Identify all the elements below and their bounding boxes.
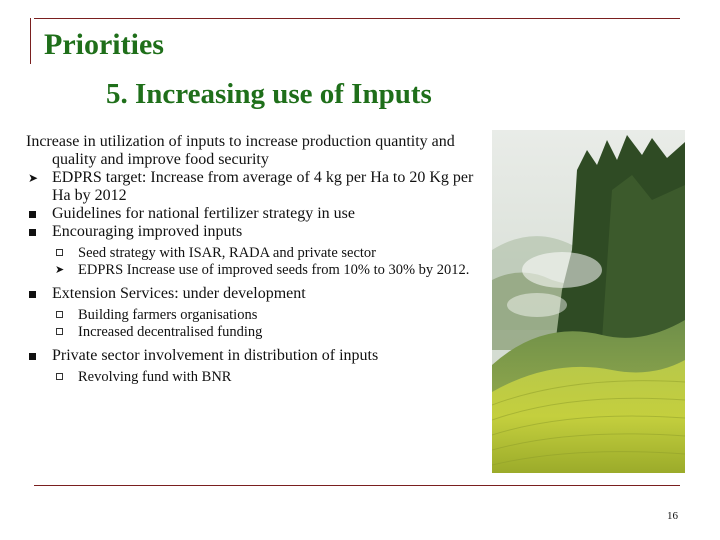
hollow-square-bullet-icon	[56, 328, 63, 335]
square-bullet-icon	[29, 229, 36, 236]
sub-item-revolving-fund	[26, 369, 481, 386]
square-bullet-icon	[29, 211, 36, 218]
sub-item-seed-strategy	[26, 245, 481, 262]
frame-bottom-rule	[34, 485, 680, 486]
list-item-fertilizer-guidelines	[26, 205, 481, 223]
arrow-bullet-icon: ➤	[55, 264, 65, 276]
slide-body	[26, 133, 481, 386]
arrow-bullet-icon: ➤	[28, 171, 39, 185]
sub-item-text: Revolving fund with BNR	[78, 369, 232, 385]
sub-item-text: EDPRS Increase use of improved seeds from 10% to 30% by 2012.	[78, 262, 470, 278]
list-item-text: EDPRS target: Increase from average of 4 kg per Ha to 20 Kg per Ha by 2012	[52, 169, 474, 204]
hollow-square-bullet-icon	[56, 311, 63, 318]
hollow-square-bullet-icon	[56, 373, 63, 380]
list-item-edprs-target	[26, 169, 481, 205]
frame-top-rule	[34, 18, 680, 19]
slide-subtitle: 5. Increasing use of Inputs	[106, 78, 432, 110]
sub-item-farmers-organisations	[26, 307, 481, 324]
sub-item-improved-seeds	[26, 262, 481, 279]
list-item-extension-services	[26, 285, 481, 303]
list-item-text: Extension Services: under development	[52, 285, 306, 302]
sub-item-text: Building farmers organisations	[78, 307, 258, 323]
slide-title: Priorities	[44, 28, 164, 61]
list-item-text: Private sector involvement in distribution of inputs	[52, 347, 379, 364]
square-bullet-icon	[29, 291, 36, 298]
sub-item-text: Increased decentralised funding	[78, 324, 263, 340]
sub-item-decentralised-funding	[26, 324, 481, 341]
tea-plantation-photo	[492, 130, 685, 473]
square-bullet-icon	[29, 353, 36, 360]
list-item-text: Encouraging improved inputs	[52, 223, 243, 240]
sub-item-text: Seed strategy with ISAR, RADA and private sector	[78, 245, 377, 261]
list-item-text: Guidelines for national fertilizer strategy in use	[52, 205, 356, 222]
intro-text: Increase in utilization of inputs to increase production quantity and quality and improve food security	[26, 133, 455, 168]
hollow-square-bullet-icon	[56, 249, 63, 256]
list-item-improved-inputs	[26, 223, 481, 241]
page-number: 16	[667, 510, 678, 522]
list-item-private-sector	[26, 347, 481, 365]
frame-left-rule	[30, 18, 31, 64]
